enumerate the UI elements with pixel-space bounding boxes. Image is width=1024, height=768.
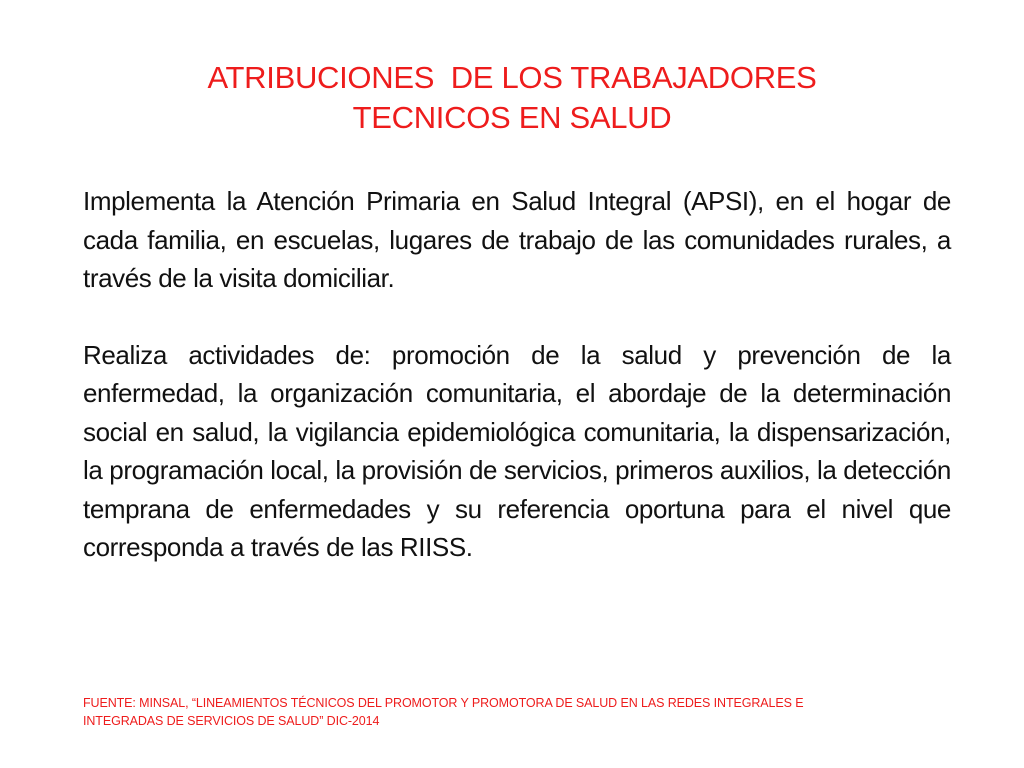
slide-title [120, 58, 904, 138]
slide-body [83, 182, 951, 567]
source-citation [83, 694, 963, 730]
source-citation-line-2: INTEGRADAS DE SERVICIOS DE SALUD” DIC-2014 [83, 714, 380, 728]
slide-title-line-1: ATRIBUCIONES DE LOS TRABAJADORES [207, 60, 817, 95]
source-citation-line-1: FUENTE: MINSAL, “LINEAMIENTOS TÉCNICOS DEL PROMOTOR Y PROMOTORA DE SALUD EN LAS REDES INTEGRALES E [83, 696, 804, 710]
body-paragraph-1: Implementa la Atención Primaria en Salud Integral (APSI), en el hogar de cada familia, en escuelas, lugares de trabajo de las comunidades rurales, a través de la visita domiciliar. [83, 186, 951, 293]
slide-title-line-2: TECNICOS EN SALUD [352, 100, 672, 135]
body-paragraph-2: Realiza actividades de: promoción de la salud y prevención de la enfermedad, la organización comunitaria, el abordaje de la determinación social en salud, la vigilancia epidemiológica comunitaria, la dispensarización, la programación local, la provisión de servicios, primeros auxilios, la detección temprana de enfermedades y su referencia oportuna para el nivel que corresponda a través de las RIISS. [83, 339, 951, 562]
